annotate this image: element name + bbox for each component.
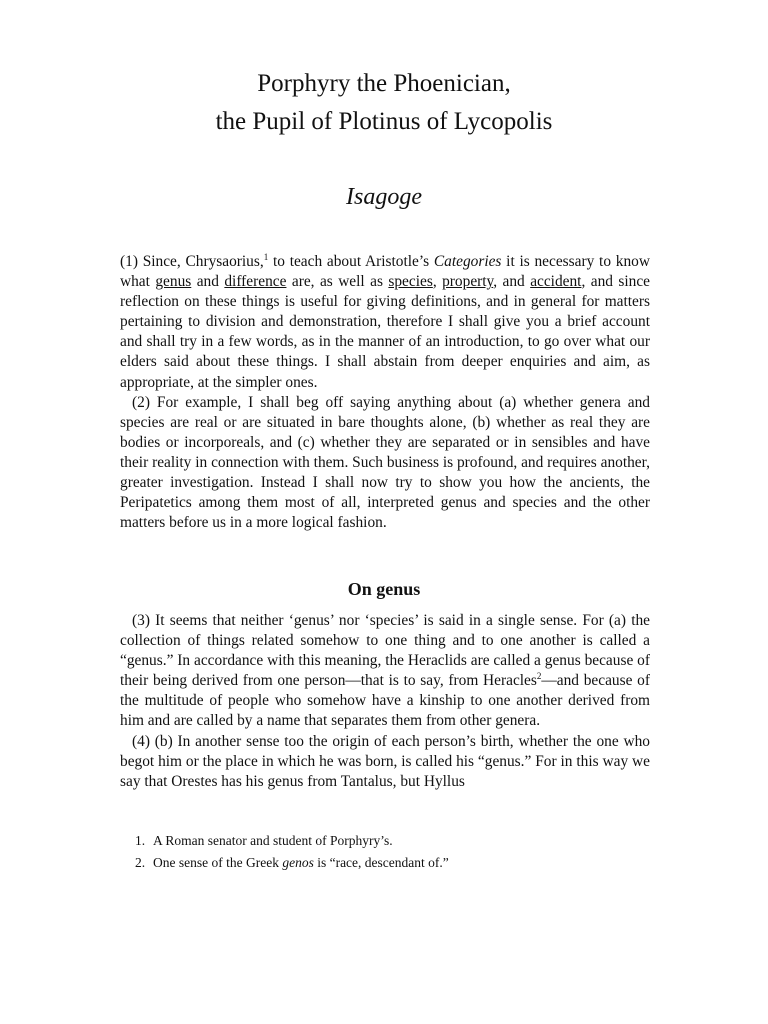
p1-text-g: , and <box>493 273 531 291</box>
term-species: species <box>388 273 433 291</box>
subtitle: Isagoge <box>346 184 422 210</box>
footnote-2-genos: genos <box>282 855 314 870</box>
p1-text-h: , and since reflection on these things is useful for giving definitions, and in general for matters pertaining to division and demonstration, therefore I shall give you a brief account and shall try in a few words, as in the manner of an introduction, to go over what our elders said about these things. I shall abstain from deeper enquiries and aim, as appropriate, at the simpler ones. <box>120 273 651 391</box>
title-line-2: the Pupil of Plotinus of Lycopolis <box>215 108 553 135</box>
section-heading: On genus <box>347 579 421 599</box>
footnote-1-number: 1. <box>135 833 146 848</box>
term-accident: accident <box>530 273 582 291</box>
p1-text-b: to teach about Aristotle’s <box>268 253 434 270</box>
footnote-2-number: 2. <box>135 855 146 870</box>
intro-section <box>120 252 650 533</box>
paragraph-1 <box>120 252 650 393</box>
categories-title: Categories <box>433 253 502 270</box>
term-property: property <box>442 273 494 291</box>
paragraph-3 <box>120 611 650 732</box>
footnote-1 <box>135 830 655 852</box>
footnote-2-text-b: is “race, descendant of.” <box>313 855 449 870</box>
footnote-1-text: A Roman senator and student of Porphyry’s. <box>153 833 393 848</box>
paragraph-2: (2) For example, I shall beg off saying anything about (a) whether genera and species are real or are situated in bare thoughts alone, (b) whether as real they are bodies or incorporeals, and (c) whether they are separated or in sensibles and have their reality in connection with them. Such business is profound, and requires another, greater investigation. Instead I shall now try to show you how the ancients, the Peripatetics among them most of all, interpreted genus and species and the other matters before us in a more logical fashion. <box>120 393 650 532</box>
p1-text-c: it is necessary to know what <box>120 253 650 291</box>
p1-text-e: are, as well as <box>286 273 389 291</box>
p1-text-f: , <box>432 273 443 291</box>
term-difference: difference <box>224 273 287 291</box>
footnote-ref-1: 1 <box>263 251 269 262</box>
footnote-2 <box>135 852 655 874</box>
genus-section <box>120 611 650 792</box>
p1-text-a: (1) Since, Chrysaorius, <box>120 253 264 270</box>
paragraph-4: (4) (b) In another sense too the origin of each person’s birth, whether the one who begot him or the place in which he was born, is called his “genus.” For in this way we say that Orestes has his genus from Tantalus, but Hyllus <box>120 732 650 790</box>
p3-text-a: (3) It seems that neither ‘genus’ nor ‘species’ is said in a single sense. For (a) the collection of things related somehow to one thing and to one another is called a “genus.” In accordance with this meaning, the Heraclids are called a genus because of their being derived from one person—that is to say, from Heracles <box>120 612 650 690</box>
p3-text-b: —and because of the multitude of people who somehow have a kinship to one another derived from him and are called by a name that separates them from other genera. <box>120 672 650 730</box>
footnotes <box>135 830 655 874</box>
footnote-2-text-a: One sense of the Greek <box>153 855 283 870</box>
footnote-ref-2: 2 <box>536 671 542 682</box>
term-genus: genus <box>155 273 192 291</box>
title-line-1: Porphyry the Phoenician, <box>257 70 511 97</box>
p1-text-d: and <box>191 273 225 291</box>
